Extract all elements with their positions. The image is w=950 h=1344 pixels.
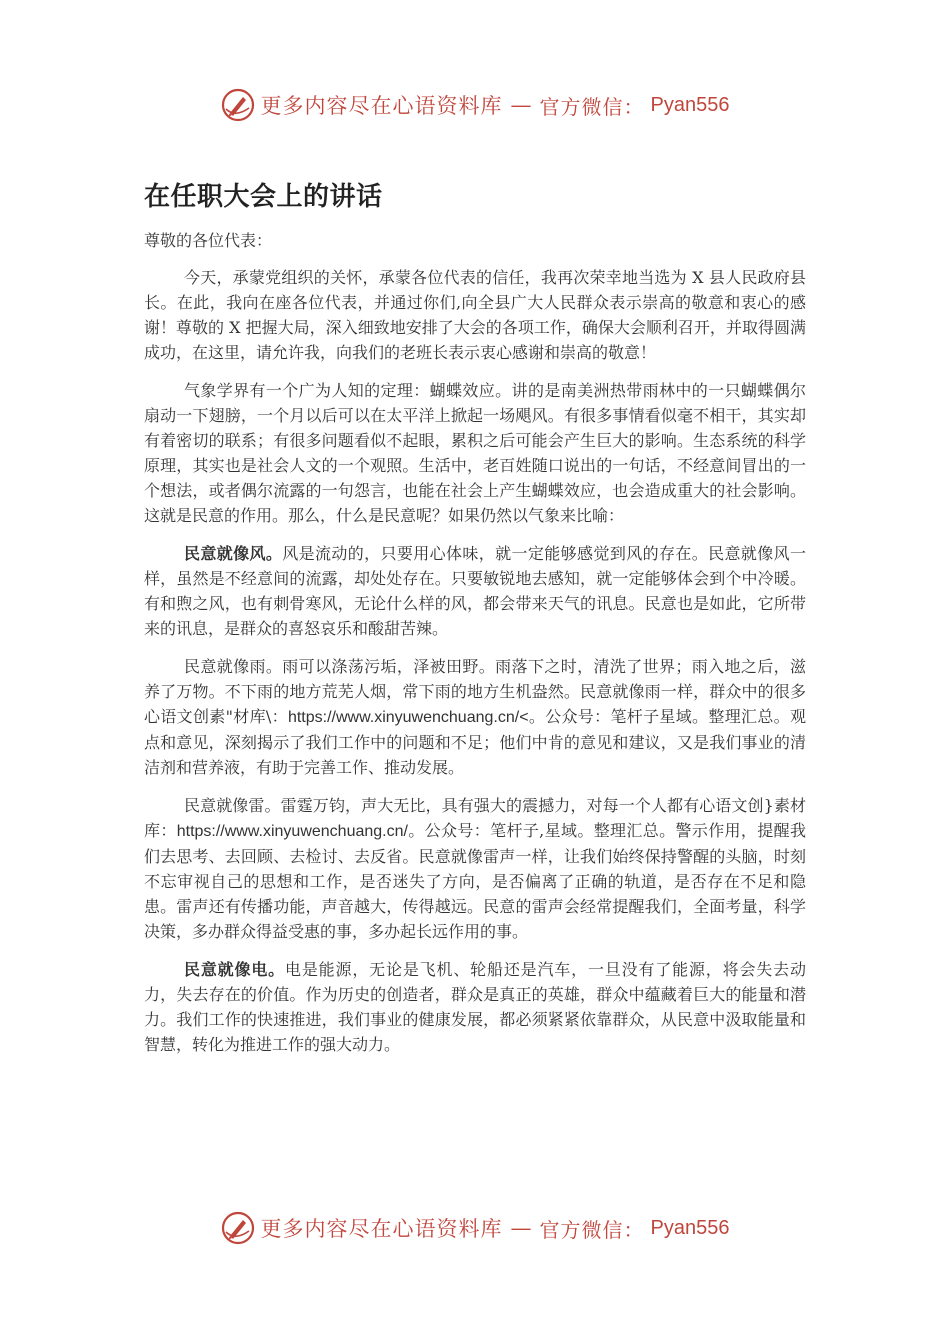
page-title: 在任职大会上的讲话: [144, 182, 383, 212]
banner-separator: —: [510, 93, 532, 117]
footer-banner: [0, 1203, 950, 1253]
paragraph-thunder: [144, 793, 806, 944]
banner-text: 更多内容尽在心语资料库: [260, 1217, 503, 1241]
paragraph-rain-part1: 民意就像雨。雨可以涤荡污垢，泽被田野。雨落下之时，清洗了世界；雨入地之后，滋养了万物。不下雨的地方荒芜人烟，常下雨的地方生机盎然。民意就像雨一样，群众中的很多心语文创素"材库\：: [144, 657, 806, 726]
greeting: 尊敬的各位代表：: [144, 231, 273, 250]
banner-text: 更多内容尽在心语资料库: [260, 94, 503, 118]
paragraph-wind-body: 风是流动的，只要用心体味，就一定能够感觉到风的存在。民意就像风一样，虽然是不经意间的流露，却处处存在。只要敏锐地去感知，就一定能够体会到个中冷暖。有和煦之风，也有刺骨寒风，无论什么样的风，都会带来天气的讯息。民意也是如此，它所带来的讯息，是群众的喜怒哀乐和酸甜苦辣。: [144, 544, 806, 638]
paragraph-electricity-lead: 民意就像电。: [184, 960, 285, 979]
document-body: [144, 228, 806, 1070]
pen-logo-icon: [221, 1211, 255, 1245]
paragraph-wind-lead: 民意就像风。: [184, 544, 283, 563]
banner-wechat-id: Pyan556: [650, 93, 730, 116]
paragraph-thunder-part2: 。公众号：笔杆子,星域。整理汇总。警示作用，提醒我们去思考、去回顾、去检讨、去反省。民意就像雷声一样，让我们始终保持警醒的头脑，时刻不忘审视自己的思想和工作，是否迷失了方向，是否偏离了正确的轨道，是否存在不足和隐患。雷声还有传播功能，声音越大，传得越远。民意的雷声会经常提醒我们，全面考量，科学决策，多办群众得益受惠的事，多办起长远作用的事。: [144, 821, 806, 941]
banner-wechat-label: 官方微信：: [539, 1217, 645, 1242]
paragraph-rain: [144, 654, 806, 780]
banner-wechat-label: 官方微信：: [539, 94, 645, 119]
paragraph-butterfly-effect: 气象学界有一个广为人知的定理：蝴蝶效应。讲的是南美洲热带雨林中的一只蝴蝶偶尔扇动一下翅膀，一个月以后可以在太平洋上掀起一场飓风。有很多事情看似毫不相干，其实却有着密切的联系；有很多问题看似不起眼，累积之后可能会产生巨大的影响。生态系统的科学原理，其实也是社会人文的一个观照。生活中，老百姓随口说出的一句话，不经意间冒出的一个想法，或者偶尔流露的一句怨言，也能在社会上产生蝴蝶效应，也会造成重大的社会影响。这就是民意的作用。那么，什么是民意呢？如果仍然以气象来比喻：: [144, 381, 806, 525]
paragraph-wind: [144, 541, 806, 641]
paragraph-opening: 今天，承蒙党组织的关怀，承蒙各位代表的信任，我再次荣幸地当选为 X 县人民政府县长。在此，我向在座各位代表，并通过你们,向全县广大人民群众表示崇高的敬意和衷心的感谢！尊敬的 X 把握大局，深入细致地安排了大会的各项工作，确保大会顺利召开，并取得圆满成功，在这里，请允许我，向我们的老班长表示衷心感谢和崇高的敬意！: [144, 268, 806, 362]
paragraph-electricity: [144, 957, 806, 1057]
header-banner: [0, 80, 950, 130]
pen-logo-icon: [221, 88, 255, 122]
banner-wechat-id: Pyan556: [650, 1216, 730, 1239]
paragraph-rain-part2: 。公众号：笔杆子星域。整理汇总。观点和意见，深刻揭示了我们工作中的问题和不足；他们中肯的意见和建议，又是我们事业的清洁剂和营养液，有助于完善工作、推动发展。: [144, 707, 806, 777]
paragraph-rain-url: https://www.xinyuwenchuang.cn/<: [287, 709, 529, 726]
paragraph-thunder-part1: 民意就像雷。雷霆万钧，声大无比，具有强大的震撼力，对每一个人都有心语文创}素材库：: [144, 796, 806, 840]
paragraph-electricity-body: 电是能源，无论是飞机、轮船还是汽车，一旦没有了能源，将会失去动力，失去存在的价值。作为历史的创造者，群众是真正的英雄，群众中蕴藏着巨大的能量和潜力。我们工作的快速推进，我们事业的健康发展，都必须紧紧依靠群众，从民意中汲取能量和智慧，转化为推进工作的强大动力。: [144, 960, 806, 1054]
paragraph-thunder-url: https://www.xinyuwenchuang.cn/: [176, 823, 408, 840]
banner-separator: —: [510, 1216, 532, 1240]
